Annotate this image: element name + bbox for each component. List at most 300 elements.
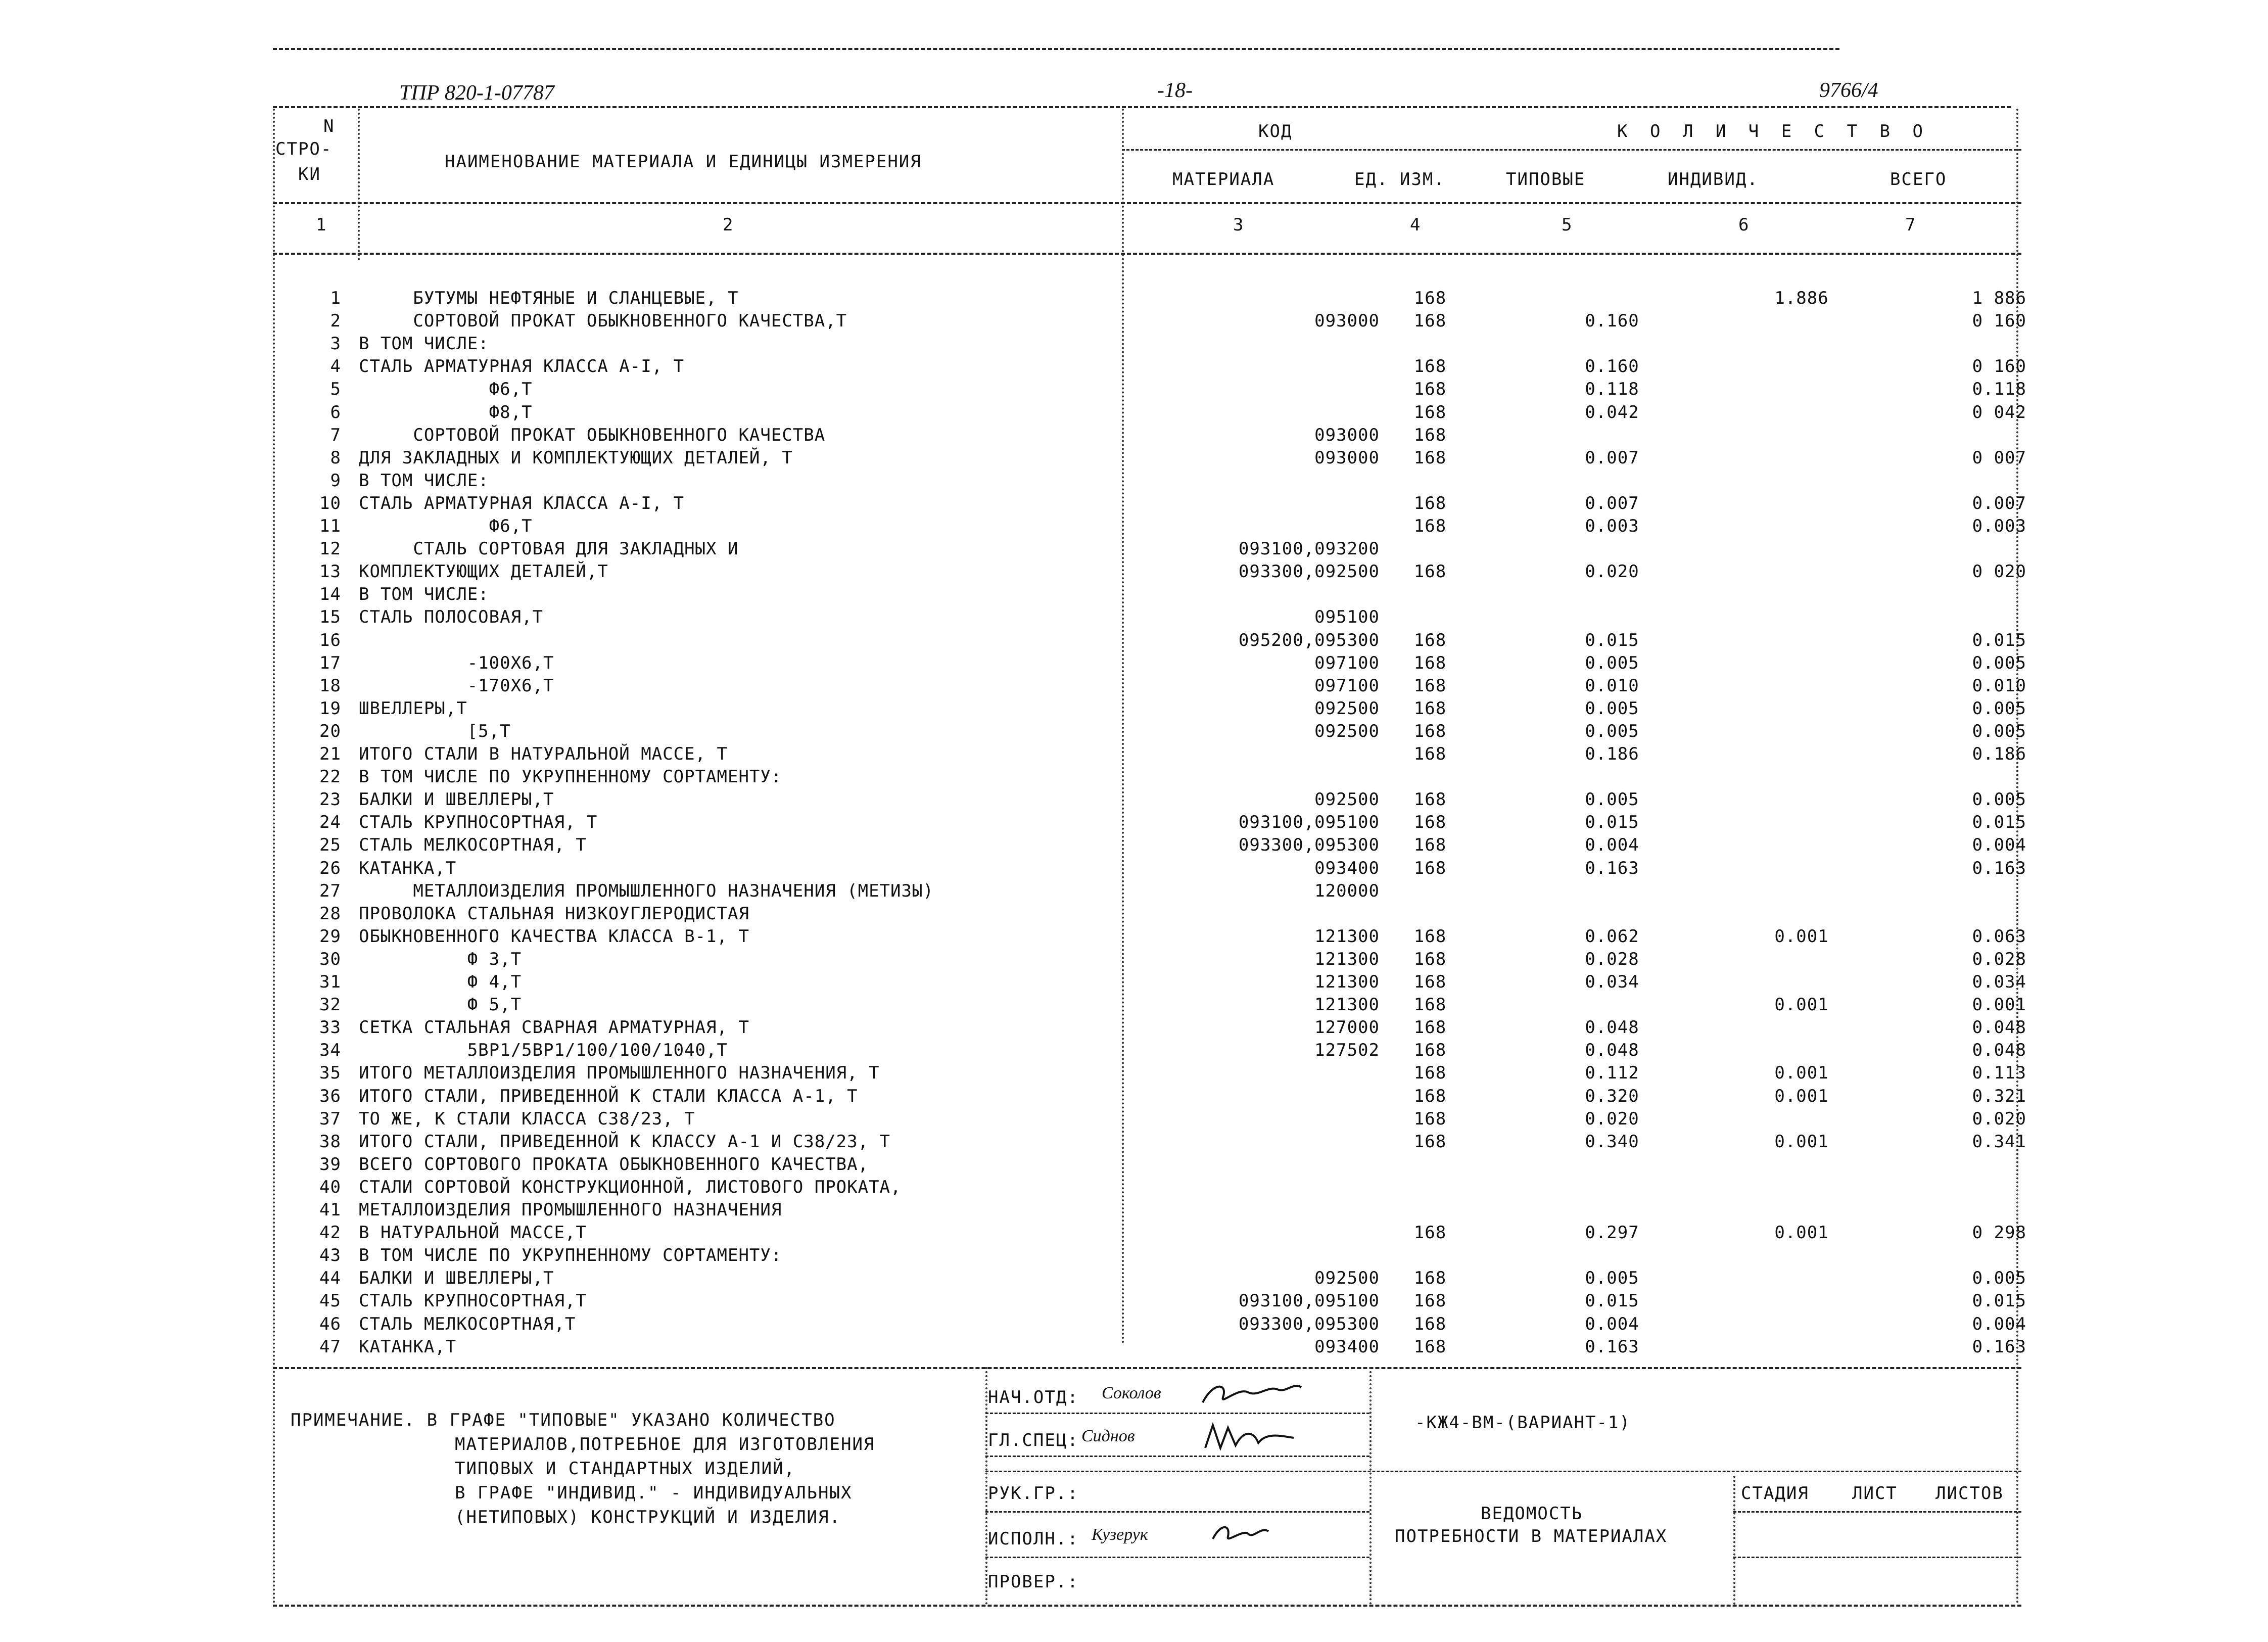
row-name: Ф6,Т <box>359 379 533 400</box>
row-unit: 168 <box>1413 812 1447 833</box>
row-total: 0.186 <box>1972 744 2026 764</box>
row-total: 1 886 <box>1972 288 2026 308</box>
table-row <box>273 1290 2026 1312</box>
row-number: 36 <box>319 1086 341 1106</box>
row-number: 42 <box>319 1223 341 1243</box>
row-total: 0.004 <box>1972 835 2026 856</box>
table-row <box>273 720 2026 743</box>
row-total: 0.113 <box>1972 1063 2026 1084</box>
row-total: 0 160 <box>1972 311 2026 332</box>
table-row <box>273 971 2026 994</box>
body-end-rule <box>273 1367 2021 1369</box>
row-number: 28 <box>319 903 341 924</box>
stamp-listov: ЛИСТОВ <box>1935 1483 2004 1504</box>
table-row <box>273 925 2026 948</box>
row-code: 093300,095300 <box>1238 835 1380 856</box>
row-name: СТАЛЬ МЕЛКОСОРТНАЯ,Т <box>359 1313 576 1334</box>
col-n5: 5 <box>1562 215 1573 235</box>
row-name: ИТОГО СТАЛИ, ПРИВЕДЕННОЙ К КЛАССУ А-1 И С38/23, Т <box>359 1131 891 1152</box>
row-name: СОРТОВОЙ ПРОКАТ ОБЫКНОВЕННОГО КАЧЕСТВА <box>359 425 826 445</box>
row-number: 26 <box>319 858 341 878</box>
row-unit: 168 <box>1413 356 1447 377</box>
row-name: В НАТУРАЛЬНОЙ МАССЕ,Т <box>359 1223 587 1243</box>
row-individual: 1.886 <box>1774 288 1829 308</box>
row-total: 0 160 <box>1972 356 2026 377</box>
row-unit: 168 <box>1413 698 1447 719</box>
row-name: СТАЛЬ КРУПНОСОРТНАЯ,Т <box>359 1291 587 1311</box>
row-number: 19 <box>319 698 341 719</box>
row-name: -100Х6,Т <box>359 652 554 673</box>
row-number: 23 <box>319 789 341 810</box>
row-name: В ТОМ ЧИСЛЕ: <box>359 584 489 605</box>
row-number: 35 <box>319 1063 341 1084</box>
row-total: 0.163 <box>1972 1336 2026 1357</box>
row-typical: 0.112 <box>1585 1063 1639 1084</box>
row-unit: 168 <box>1413 1268 1447 1289</box>
table-row <box>273 1039 2026 1062</box>
table-row <box>273 766 2021 788</box>
table-row <box>273 1244 2021 1267</box>
row-typical: 0.048 <box>1585 1017 1639 1038</box>
row-code: 095200,095300 <box>1238 630 1380 650</box>
row-total: 0.341 <box>1972 1131 2026 1152</box>
stamp-prover: ПРОВЕР.: <box>988 1572 1079 1592</box>
col-unit: ЕД. ИЗМ. <box>1354 169 1445 190</box>
col-n3: 3 <box>1233 215 1245 235</box>
note-line-3: ТИПОВЫХ И СТАНДАРТНЫХ ИЗДЕЛИЙ, <box>455 1459 796 1479</box>
stamp-title-1: ВЕДОМОСТЬ <box>1481 1504 1583 1524</box>
header-rule <box>273 106 2011 108</box>
row-total: 0.004 <box>1972 1313 2026 1334</box>
row-typical: 0.005 <box>1585 789 1639 810</box>
row-total: 0.005 <box>1972 789 2026 810</box>
row-name: ПРОВОЛОКА СТАЛЬНАЯ НИЗКОУГЛЕРОДИСТАЯ <box>359 903 749 924</box>
row-unit: 168 <box>1413 379 1447 400</box>
row-number: 16 <box>319 630 341 650</box>
row-name: Ф6,Т <box>359 516 533 536</box>
table-row <box>273 1016 2026 1039</box>
row-total: 0.015 <box>1972 812 2026 833</box>
row-unit: 168 <box>1413 425 1447 445</box>
row-number: 25 <box>319 835 341 856</box>
table-row <box>273 1267 2026 1290</box>
row-code: 093300,095300 <box>1238 1313 1380 1334</box>
row-number: 21 <box>319 744 341 764</box>
col-name: НАИМЕНОВАНИЕ МАТЕРИАЛА И ЕДИНИЦЫ ИЗМЕРЕНИЯ <box>445 152 922 172</box>
row-name: Ф 5,Т <box>359 995 522 1015</box>
table-row <box>273 1085 2026 1108</box>
row-typical: 0.007 <box>1585 493 1639 513</box>
table-row <box>273 310 2026 333</box>
table-row <box>273 675 2026 697</box>
table-row <box>273 788 2026 811</box>
table-row <box>273 743 2026 766</box>
row-number: 27 <box>319 880 341 901</box>
row-name: БУТУМЫ НЕФТЯНЫЕ И СЛАНЦЕВЫЕ, Т <box>359 288 739 308</box>
note-line-1: ПРИМЕЧАНИЕ. В ГРАФЕ "ТИПОВЫЕ" УКАЗАНО КОЛИЧЕСТВО <box>291 1410 836 1430</box>
row-number: 13 <box>319 561 341 582</box>
row-total: 0.005 <box>1972 652 2026 673</box>
row-typical: 0.004 <box>1585 1313 1639 1334</box>
table-row <box>273 560 2026 583</box>
row-name: МЕТАЛЛОИЗДЕЛИЯ ПРОМЫШЛЕННОГО НАЗНАЧЕНИЯ (МЕТИЗЫ) <box>359 880 934 901</box>
col-typical: ТИПОВЫЕ <box>1506 169 1586 190</box>
row-typical: 0.042 <box>1585 402 1639 423</box>
table-row <box>273 903 2021 925</box>
row-code: 097100 <box>1314 675 1380 696</box>
row-number: 6 <box>330 402 341 423</box>
row-number: 10 <box>319 493 341 513</box>
row-number: 3 <box>330 334 341 354</box>
table-row <box>273 1336 2026 1358</box>
row-typical: 0.186 <box>1585 744 1639 764</box>
row-number: 45 <box>319 1291 341 1311</box>
row-name: ВСЕГО СОРТОВОГО ПРОКАТА ОБЫКНОВЕННОГО КАЧЕСТВА, <box>359 1154 869 1175</box>
row-code: 093300,092500 <box>1238 561 1380 582</box>
table-row <box>273 857 2026 880</box>
row-name: 5ВР1/5ВР1/100/100/1040,Т <box>359 1040 728 1061</box>
row-typical: 0.005 <box>1585 1268 1639 1289</box>
row-typical: 0.005 <box>1585 721 1639 741</box>
row-total: 0.003 <box>1972 516 2026 536</box>
row-code: 121300 <box>1314 949 1380 969</box>
stamp-stadiya: СТАДИЯ <box>1741 1483 1809 1504</box>
row-code: 093100,095100 <box>1238 812 1380 833</box>
row-number: 43 <box>319 1245 341 1266</box>
table-row <box>273 948 2026 971</box>
stamp-line-3 <box>985 1471 2021 1472</box>
top-rule <box>273 48 1839 50</box>
row-typical: 0.048 <box>1585 1040 1639 1061</box>
col-n4: 4 <box>1410 215 1422 235</box>
row-individual: 0.001 <box>1774 1063 1829 1084</box>
row-typical: 0.005 <box>1585 652 1639 673</box>
table-row <box>273 606 2021 629</box>
row-code: 121300 <box>1314 972 1380 992</box>
row-unit: 168 <box>1413 744 1447 764</box>
col-no-b: СТРО- <box>275 139 333 159</box>
row-unit: 168 <box>1413 1313 1447 1334</box>
stamp-ispoln: ИСПОЛН.: <box>988 1529 1079 1549</box>
col-no-c: КИ <box>298 164 321 184</box>
row-typical: 0.010 <box>1585 675 1639 696</box>
table-row <box>273 834 2026 857</box>
row-total: 0.048 <box>1972 1040 2026 1061</box>
row-typical: 0.320 <box>1585 1086 1639 1106</box>
row-total: 0.010 <box>1972 675 2026 696</box>
row-total: 0.001 <box>1972 995 2026 1015</box>
row-name: БАЛКИ И ШВЕЛЛЕРЫ,Т <box>359 789 554 810</box>
stamp-nach-otd: НАЧ.ОТД: <box>988 1387 1079 1408</box>
stamp-line-6 <box>985 1557 1369 1558</box>
row-number: 29 <box>319 926 341 947</box>
table-row <box>273 1131 2026 1153</box>
row-name: ИТОГО СТАЛИ, ПРИВЕДЕННОЙ К СТАЛИ КЛАССА А-1, Т <box>359 1086 858 1106</box>
col-qty: К О Л И Ч Е С Т В О <box>1617 121 1929 142</box>
row-name: СТАЛЬ КРУПНОСОРТНАЯ, Т <box>359 812 598 833</box>
row-number: 37 <box>319 1108 341 1129</box>
row-code: 093000 <box>1314 425 1380 445</box>
row-number: 7 <box>330 425 341 445</box>
col-kod: КОД <box>1258 121 1293 142</box>
row-name: ОБЫКНОВЕННОГО КАЧЕСТВА КЛАССА В-1, Т <box>359 926 749 947</box>
row-typical: 0.062 <box>1585 926 1639 947</box>
table-row <box>273 1062 2026 1085</box>
row-number: 17 <box>319 652 341 673</box>
row-total: 0.005 <box>1972 1268 2026 1289</box>
signature-3-icon <box>1208 1519 1273 1549</box>
row-number: 12 <box>319 539 341 559</box>
table-row <box>273 355 2026 378</box>
row-total: 0 020 <box>1972 561 2026 582</box>
row-name: Ф 4,Т <box>359 972 522 992</box>
table-row <box>273 424 2021 447</box>
row-number: 18 <box>319 675 341 696</box>
row-unit: 168 <box>1413 949 1447 969</box>
row-code: 093400 <box>1314 1336 1380 1357</box>
row-total: 0.321 <box>1972 1086 2026 1106</box>
row-code: 092500 <box>1314 789 1380 810</box>
row-typical: 0.015 <box>1585 1291 1639 1311</box>
table-row <box>273 333 2021 355</box>
row-name: СЕТКА СТАЛЬНАЯ СВАРНАЯ АРМАТУРНАЯ, Т <box>359 1017 749 1038</box>
row-number: 47 <box>319 1336 341 1357</box>
page-number: -18- <box>1157 79 1193 102</box>
row-unit: 168 <box>1413 995 1447 1015</box>
stamp-line-4 <box>985 1511 1369 1513</box>
row-unit: 168 <box>1413 926 1447 947</box>
note-line-2: МАТЕРИАЛОВ,ПОТРЕБНОЕ ДЛЯ ИЗГОТОВЛЕНИЯ <box>455 1434 875 1455</box>
row-name: СТАЛЬ МЕЛКОСОРТНАЯ, Т <box>359 835 587 856</box>
row-number: 41 <box>319 1200 341 1220</box>
table-row <box>273 1108 2026 1131</box>
row-typical: 0.160 <box>1585 356 1639 377</box>
stamp-line-2 <box>985 1456 1369 1457</box>
row-name: В ТОМ ЧИСЛЕ: <box>359 334 489 354</box>
table-row <box>273 583 2021 606</box>
row-typical: 0.015 <box>1585 630 1639 650</box>
row-total: 0.020 <box>1972 1108 2026 1129</box>
row-number: 24 <box>319 812 341 833</box>
row-number: 31 <box>319 972 341 992</box>
row-typical: 0.004 <box>1585 835 1639 856</box>
row-code: 127502 <box>1314 1040 1380 1061</box>
row-typical: 0.163 <box>1585 858 1639 878</box>
row-number: 46 <box>319 1313 341 1334</box>
row-unit: 168 <box>1413 1086 1447 1106</box>
row-unit: 168 <box>1413 675 1447 696</box>
table-row <box>273 697 2026 720</box>
row-name: СОРТОВОЙ ПРОКАТ ОБЫКНОВЕННОГО КАЧЕСТВА,Т <box>359 311 847 332</box>
row-code: 093100,093200 <box>1238 539 1380 559</box>
row-code: 093000 <box>1314 311 1380 332</box>
row-number: 14 <box>319 584 341 605</box>
row-name: В ТОМ ЧИСЛЕ ПО УКРУПНЕННОМУ СОРТАМЕНТУ: <box>359 1245 782 1266</box>
row-number: 40 <box>319 1177 341 1197</box>
row-unit: 168 <box>1413 630 1447 650</box>
row-name: КОМПЛЕКТУЮЩИХ ДЕТАЛЕЙ,Т <box>359 561 608 582</box>
row-unit: 168 <box>1413 1040 1447 1061</box>
table-row <box>273 492 2026 515</box>
row-unit: 168 <box>1413 516 1447 536</box>
signature-1-icon <box>1198 1377 1309 1413</box>
row-typical: 0.028 <box>1585 949 1639 969</box>
row-name: ТО ЖЕ, К СТАЛИ КЛАССА С38/23, Т <box>359 1108 695 1129</box>
row-typical: 0.163 <box>1585 1336 1639 1357</box>
stamp-gl-spec-name: Сиднов <box>1081 1427 1135 1445</box>
row-unit: 168 <box>1413 721 1447 741</box>
header-rule-3 <box>273 253 2021 255</box>
row-total: 0.163 <box>1972 858 2026 878</box>
row-number: 33 <box>319 1017 341 1038</box>
header-rule-2 <box>273 202 2021 204</box>
col-n2: 2 <box>723 215 734 235</box>
row-unit: 168 <box>1413 1131 1447 1152</box>
stamp-title-2: ПОТРЕБНОСТИ В МАТЕРИАЛАХ <box>1395 1526 1668 1546</box>
row-typical: 0.015 <box>1585 812 1639 833</box>
stamp-gl-spec: ГЛ.СПЕЦ: <box>988 1430 1079 1450</box>
row-name: КАТАНКА,Т <box>359 1336 457 1357</box>
row-name: ИТОГО МЕТАЛЛОИЗДЕЛИЯ ПРОМЫШЛЕННОГО НАЗНАЧЕНИЯ, Т <box>359 1063 880 1084</box>
row-unit: 168 <box>1413 1336 1447 1357</box>
row-unit: 168 <box>1413 288 1447 308</box>
row-unit: 168 <box>1413 1063 1447 1084</box>
row-typical: 0.118 <box>1585 379 1639 400</box>
row-typical: 0.160 <box>1585 311 1639 332</box>
table-row <box>273 378 2026 401</box>
table-row <box>273 538 2021 560</box>
row-unit: 168 <box>1413 858 1447 878</box>
bottom-rule <box>273 1605 2021 1607</box>
row-total: 0 007 <box>1972 447 2026 468</box>
row-total: 0 298 <box>1972 1223 2026 1243</box>
stamp-code: -КЖ4-ВМ-(ВАРИАНТ-1) <box>1415 1413 1631 1433</box>
stamp-nach-otd-name: Соколов <box>1102 1384 1161 1402</box>
row-total: 0.118 <box>1972 379 2026 400</box>
row-code: 093400 <box>1314 858 1380 878</box>
row-total: 0.015 <box>1972 1291 2026 1311</box>
row-typical: 0.020 <box>1585 561 1639 582</box>
stamp-list: ЛИСТ <box>1852 1483 1898 1504</box>
row-unit: 168 <box>1413 311 1447 332</box>
table-row <box>273 629 2026 652</box>
row-name: В ТОМ ЧИСЛЕ ПО УКРУПНЕННОМУ СОРТАМЕНТУ: <box>359 767 782 787</box>
row-unit: 168 <box>1413 972 1447 992</box>
row-unit: 168 <box>1413 1108 1447 1129</box>
row-number: 9 <box>330 470 341 491</box>
row-name: -170Х6,Т <box>359 675 554 696</box>
row-code: 121300 <box>1314 926 1380 947</box>
row-number: 5 <box>330 379 341 400</box>
col-n7: 7 <box>1905 215 1917 235</box>
row-unit: 168 <box>1413 835 1447 856</box>
row-total: 0 042 <box>1972 402 2026 423</box>
row-number: 11 <box>319 516 341 536</box>
stamp-sep-3 <box>1733 1476 1735 1605</box>
row-name: СТАЛЬ АРМАТУРНАЯ КЛАССА А-I, Т <box>359 493 685 513</box>
row-code: 092500 <box>1314 1268 1380 1289</box>
row-individual: 0.001 <box>1774 926 1829 947</box>
row-number: 20 <box>319 721 341 741</box>
row-name: [5,Т <box>359 721 511 741</box>
table-row <box>273 1153 2021 1176</box>
stamp-ispoln-name: Кузерук <box>1092 1525 1148 1544</box>
table-row <box>273 880 2021 903</box>
row-name: ДЛЯ ЗАКЛАДНЫХ И КОМПЛЕКТУЮЩИХ ДЕТАЛЕЙ, Т <box>359 447 793 468</box>
table-row <box>273 994 2026 1016</box>
row-typical: 0.020 <box>1585 1108 1639 1129</box>
row-total: 0.063 <box>1972 926 2026 947</box>
col-n6: 6 <box>1738 215 1750 235</box>
row-name: Ф 3,Т <box>359 949 522 969</box>
stamp-sep-1 <box>985 1367 987 1605</box>
doc-code: ТПР 820-1-07787 <box>399 81 554 105</box>
table-row <box>273 811 2026 834</box>
row-name: Ф8,Т <box>359 402 533 423</box>
table-row <box>273 447 2026 470</box>
col-n1: 1 <box>316 215 327 235</box>
row-code: 127000 <box>1314 1017 1380 1038</box>
table-row <box>273 287 2026 310</box>
row-number: 4 <box>330 356 341 377</box>
stamp-line-5 <box>1733 1511 2021 1513</box>
row-name: В ТОМ ЧИСЛЕ: <box>359 470 489 491</box>
table-row <box>273 1176 2021 1199</box>
sheet-ref: 9766/4 <box>1819 79 1878 102</box>
row-number: 1 <box>330 288 341 308</box>
row-total: 0.048 <box>1972 1017 2026 1038</box>
row-individual: 0.001 <box>1774 1223 1829 1243</box>
row-name: ШВЕЛЛЕРЫ,Т <box>359 698 467 719</box>
row-unit: 168 <box>1413 493 1447 513</box>
row-name: СТАЛЬ АРМАТУРНАЯ КЛАССА А-I, Т <box>359 356 685 377</box>
row-code: 095100 <box>1314 607 1380 628</box>
row-code: 120000 <box>1314 880 1380 901</box>
col-individual: ИНДИВИД. <box>1668 169 1759 190</box>
row-typical: 0.005 <box>1585 698 1639 719</box>
table-row <box>273 1313 2026 1336</box>
table-row <box>273 401 2026 424</box>
row-number: 15 <box>319 607 341 628</box>
signature-2-icon <box>1198 1420 1309 1456</box>
row-unit: 168 <box>1413 402 1447 423</box>
row-code: 092500 <box>1314 698 1380 719</box>
table-row <box>273 1222 2026 1244</box>
row-total: 0.028 <box>1972 949 2026 969</box>
row-number: 39 <box>319 1154 341 1175</box>
row-unit: 168 <box>1413 561 1447 582</box>
row-unit: 168 <box>1413 652 1447 673</box>
row-unit: 168 <box>1413 447 1447 468</box>
row-individual: 0.001 <box>1774 1086 1829 1106</box>
row-number: 22 <box>319 767 341 787</box>
row-total: 0.034 <box>1972 972 2026 992</box>
col-material: МАТЕРИАЛА <box>1172 169 1275 190</box>
row-name: СТАЛИ СОРТОВОЙ КОНСТРУКЦИОННОЙ, ЛИСТОВОГО ПРОКАТА, <box>359 1177 902 1197</box>
row-code: 092500 <box>1314 721 1380 741</box>
row-code: 121300 <box>1314 995 1380 1015</box>
row-unit: 168 <box>1413 1291 1447 1311</box>
row-unit: 168 <box>1413 1017 1447 1038</box>
row-typical: 0.007 <box>1585 447 1639 468</box>
note-line-5: (НЕТИПОВЫХ) КОНСТРУКЦИЙ И ИЗДЕЛИЯ. <box>455 1507 841 1527</box>
row-number: 30 <box>319 949 341 969</box>
row-code: 097100 <box>1314 652 1380 673</box>
table-row <box>273 515 2026 538</box>
row-number: 32 <box>319 995 341 1015</box>
row-name: СТАЛЬ ПОЛОСОВАЯ,Т <box>359 607 543 628</box>
header-mid-rule <box>1122 149 2021 151</box>
